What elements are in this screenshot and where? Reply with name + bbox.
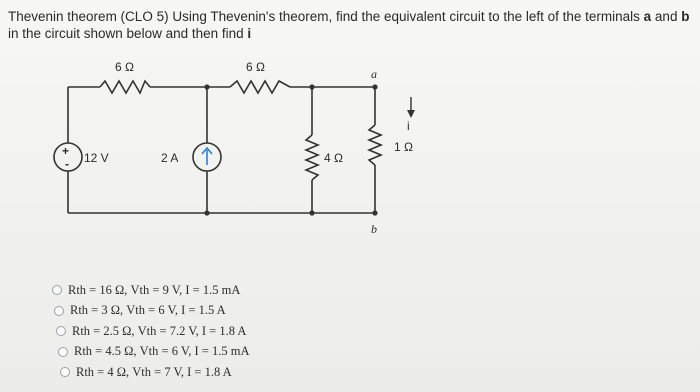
question-prefix: Thevenin theorem (CLO 5) Using Thevenin's theorem, find the equivalent circuit to the left of the terminals [8,9,644,24]
option-4[interactable] [58,342,249,363]
radio-button[interactable] [60,367,70,377]
junction-dot [309,84,314,89]
option-3[interactable] [56,321,249,342]
option-label: Rth = 4.5 Ω, Vth = 6 V, I = 1.5 mA [74,344,250,359]
junction-dot [204,210,209,215]
r4-label: 1 Ω [394,140,413,154]
option-5[interactable] [60,362,249,383]
current-arrow-icon [407,97,415,118]
node-a-label: a [371,67,377,81]
terminal-a-label: a [643,9,652,24]
r1-label: 6 Ω [115,60,134,74]
current-source-arrow-icon [202,148,212,165]
terminal-b-dot [372,210,377,215]
terminal-b-label: b [681,9,690,24]
radio-button[interactable] [54,306,64,316]
option-label: Rth = 3 Ω, Vth = 6 V, I = 1.5 A [70,303,226,318]
plus-sign: + [62,144,70,158]
radio-button[interactable] [58,347,68,357]
r2-label: 6 Ω [246,60,265,74]
option-label: Rth = 4 Ω, Vth = 7 V, I = 1.8 A [76,364,232,379]
option-label: Rth = 16 Ω, Vth = 9 V, I = 1.5 mA [68,282,241,297]
minus-sign: - [65,157,69,171]
junction-dot [204,84,209,89]
resistor-6ohm-2 [230,81,290,93]
option-label: Rth = 2.5 Ω, Vth = 7.2 V, I = 1.8 A [72,323,247,338]
question-line2: in the circuit shown below and then find [8,26,248,41]
radio-button[interactable] [52,285,62,295]
current-i-label: i [407,119,410,133]
r3-label: 4 Ω [324,151,343,165]
answer-options [52,280,249,383]
radio-button[interactable] [56,326,66,336]
node-b-label: b [371,222,377,236]
resistor-6ohm-1 [100,81,150,93]
terminal-a-dot [372,84,377,89]
current-source-label: 2 A [161,151,179,165]
find-variable: i [247,26,252,41]
option-1[interactable] [52,280,249,301]
resistor-1ohm [369,125,381,165]
resistor-4ohm [306,135,318,180]
voltage-label: 12 V [84,151,109,165]
question-and: and [651,9,682,24]
option-2[interactable] [54,301,249,322]
junction-dot [309,210,314,215]
